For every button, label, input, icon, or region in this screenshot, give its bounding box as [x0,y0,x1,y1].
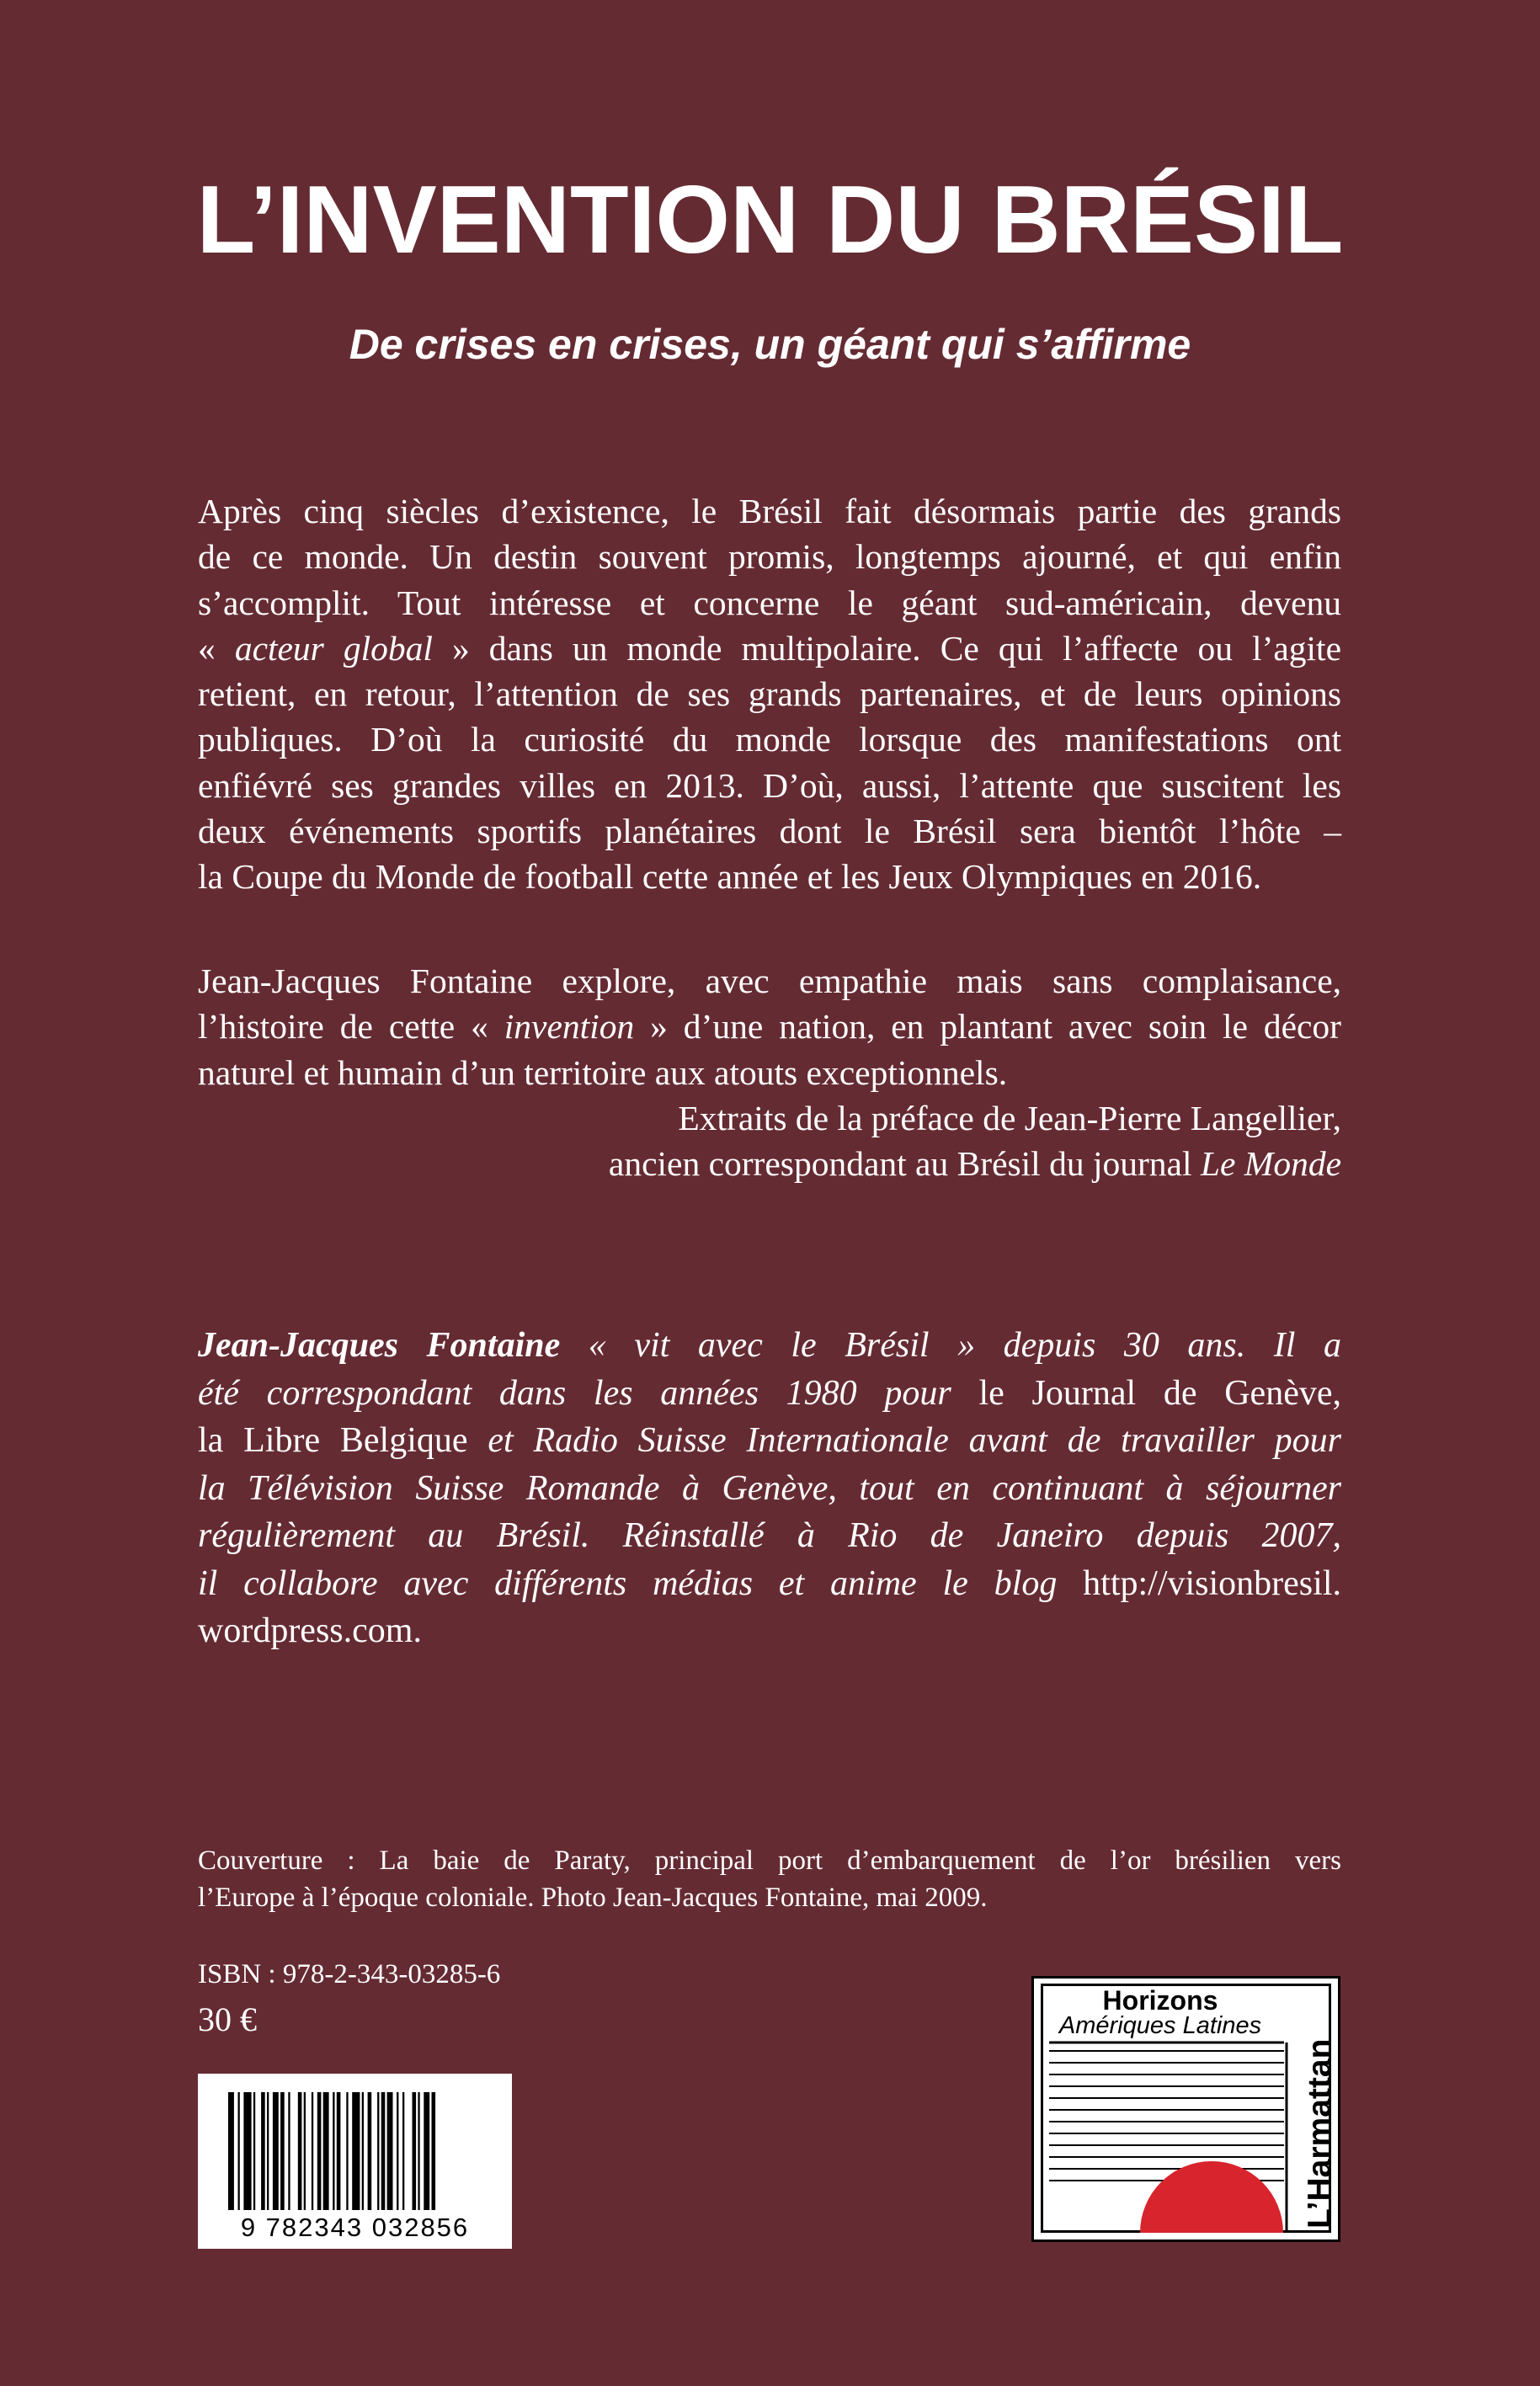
logo-horizontal-stripes [1049,2051,1284,2181]
barcode-bar [288,2092,290,2210]
preface-excerpt [198,958,1341,1186]
text-run: » d’une nation, en plantant avec soin le décor [634,1007,1341,1047]
series-subtitle: Amériques Latines [1058,2012,1262,2039]
barcode-bar [253,2092,255,2210]
preface-line [198,1004,1341,1049]
barcode-bar [424,2092,429,2210]
barcode-bar [280,2092,285,2210]
description-line: s’accomplit. Tout intéresse et concerne le géant sud-américain, devenu [198,583,1341,622]
text-run: ancien correspondant au Brésil du journal [608,1144,1201,1184]
emphasis-invention: invention [504,1007,635,1047]
text-run: « [198,628,235,668]
publisher-name: L’Harmattan [1302,2038,1338,2229]
barcode-bar [243,2092,251,2210]
text-run: la Libre Belgique [198,1421,488,1460]
bio-line: wordpress.com. [198,1611,422,1650]
description-line: Après cinq siècles d’existence, le Brésil fait désormais partie des grands [198,492,1341,530]
emphasis-acteur-global: acteur global [234,628,433,668]
barcode-bar [298,2092,302,2210]
barcode-bar [228,2092,234,2210]
bio-line [198,1370,1341,1418]
credit-line: l’Europe à l’époque coloniale. Photo Jean-Jacques Fontaine, mai 2009. [198,1883,988,1913]
text-run: « vit avec le Brésil » depuis 30 ans. Il a [560,1326,1341,1365]
barcode-bar [387,2092,393,2210]
barcode-bar [402,2092,404,2210]
text-run: » dans un monde multipolaire. Ce qui l’affecte ou l’agite [432,628,1342,668]
barcode-bar [337,2092,341,2210]
text-run: le Journal de Genève, [978,1373,1341,1413]
book-title: L’INVENTION DU BRÉSIL [196,167,1344,274]
text-run: et Radio Suisse Internationale avant de travailler pour [488,1421,1341,1460]
book-subtitle: De crises en crises, un géant qui s’affirme [349,321,1191,368]
barcode-bar [377,2092,379,2210]
description-line: deux événements sportifs planétaires dont le Brésil sera bientôt l’hôte – [198,812,1341,851]
description-line: enfiévré ses grandes villes en 2013. D’où, aussi, l’attente que suscitent les [198,765,1341,805]
barcode-bar [261,2092,265,2210]
bio-line [198,1417,1341,1465]
author-bio [198,1322,1341,1655]
description-line [198,626,1341,671]
barcode-bar [317,2092,322,2210]
barcode-bar [362,2092,364,2210]
barcode-bar [346,2092,348,2210]
series-name: Horizons [1102,1985,1218,2016]
book-description [198,488,1341,900]
barcode-bar [323,2092,329,2210]
description-line: de ce monde. Un destin souvent promis, longtemps ajourné, et qui enfin [198,537,1341,577]
barcode-number: 9 782343 032856 [240,2213,470,2242]
isbn: ISBN : 978-2-343-03285-6 [198,1959,501,1989]
text-run: l’histoire de cette « [198,1007,504,1047]
barcode-bar [368,2092,372,2210]
publisher-logo [1031,1976,1340,2242]
barcode [198,2074,512,2249]
preface-line: Jean-Jacques Fontaine explore, avec empathie mais sans complaisance, [198,961,1341,1000]
bio-line [198,1322,1341,1370]
bio-line [198,1560,1341,1608]
barcode-bar [413,2092,417,2210]
preface-line: naturel et humain d’un territoire aux atouts exceptionnels. [198,1052,1008,1092]
text-run: régulièrement au Brésil. Réinstallé à Rio de Janeiro depuis 2007, [198,1516,1341,1555]
barcode-bar [397,2092,398,2210]
barcode-bar [381,2092,386,2210]
barcode-bar [333,2092,334,2210]
barcode-bar [304,2092,306,2210]
description-line: publiques. D’où la curiosité du monde lorsque des manifestations ont [198,720,1341,759]
barcode-bar [352,2092,360,2210]
author-name: Jean-Jacques Fontaine [198,1326,561,1365]
barcode-bar [267,2092,269,2210]
barcode-bar [418,2092,419,2210]
barcode-bar [273,2092,279,2210]
bio-line [198,1512,1341,1560]
barcode-bar [432,2092,436,2210]
barcode-bar [238,2092,240,2210]
credit-line: Couverture : La baie de Paraty, principal port d’embarquement de l’or brésilien vers [198,1845,1341,1876]
text-run: il collabore avec différents médias et anime le blog [198,1563,1084,1603]
text-run: été correspondant dans les années 1980 pour [198,1373,979,1413]
description-line: la Coupe du Monde de football cette année et les Jeux Olympiques en 2016. [198,857,1262,897]
barcode-bar [312,2092,313,2210]
blog-url: http://visionbresil. [1083,1563,1341,1603]
preface-attribution: Extraits de la préface de Jean-Pierre Langellier, [678,1098,1341,1137]
cover-photo-credit [198,1842,1341,1916]
setting-sun-icon [1140,2161,1283,2233]
description-line: retient, en retour, l’attention de ses grands partenaires, et de leurs opinions [198,674,1341,714]
preface-attribution [198,1141,1341,1186]
newspaper-name: Le Monde [1200,1144,1341,1184]
text-run: la Télévision Suisse Romande à Genève, tout en continuant à séjourner [198,1468,1341,1508]
price: 30 € [198,2000,257,2038]
bio-line [198,1465,1341,1513]
